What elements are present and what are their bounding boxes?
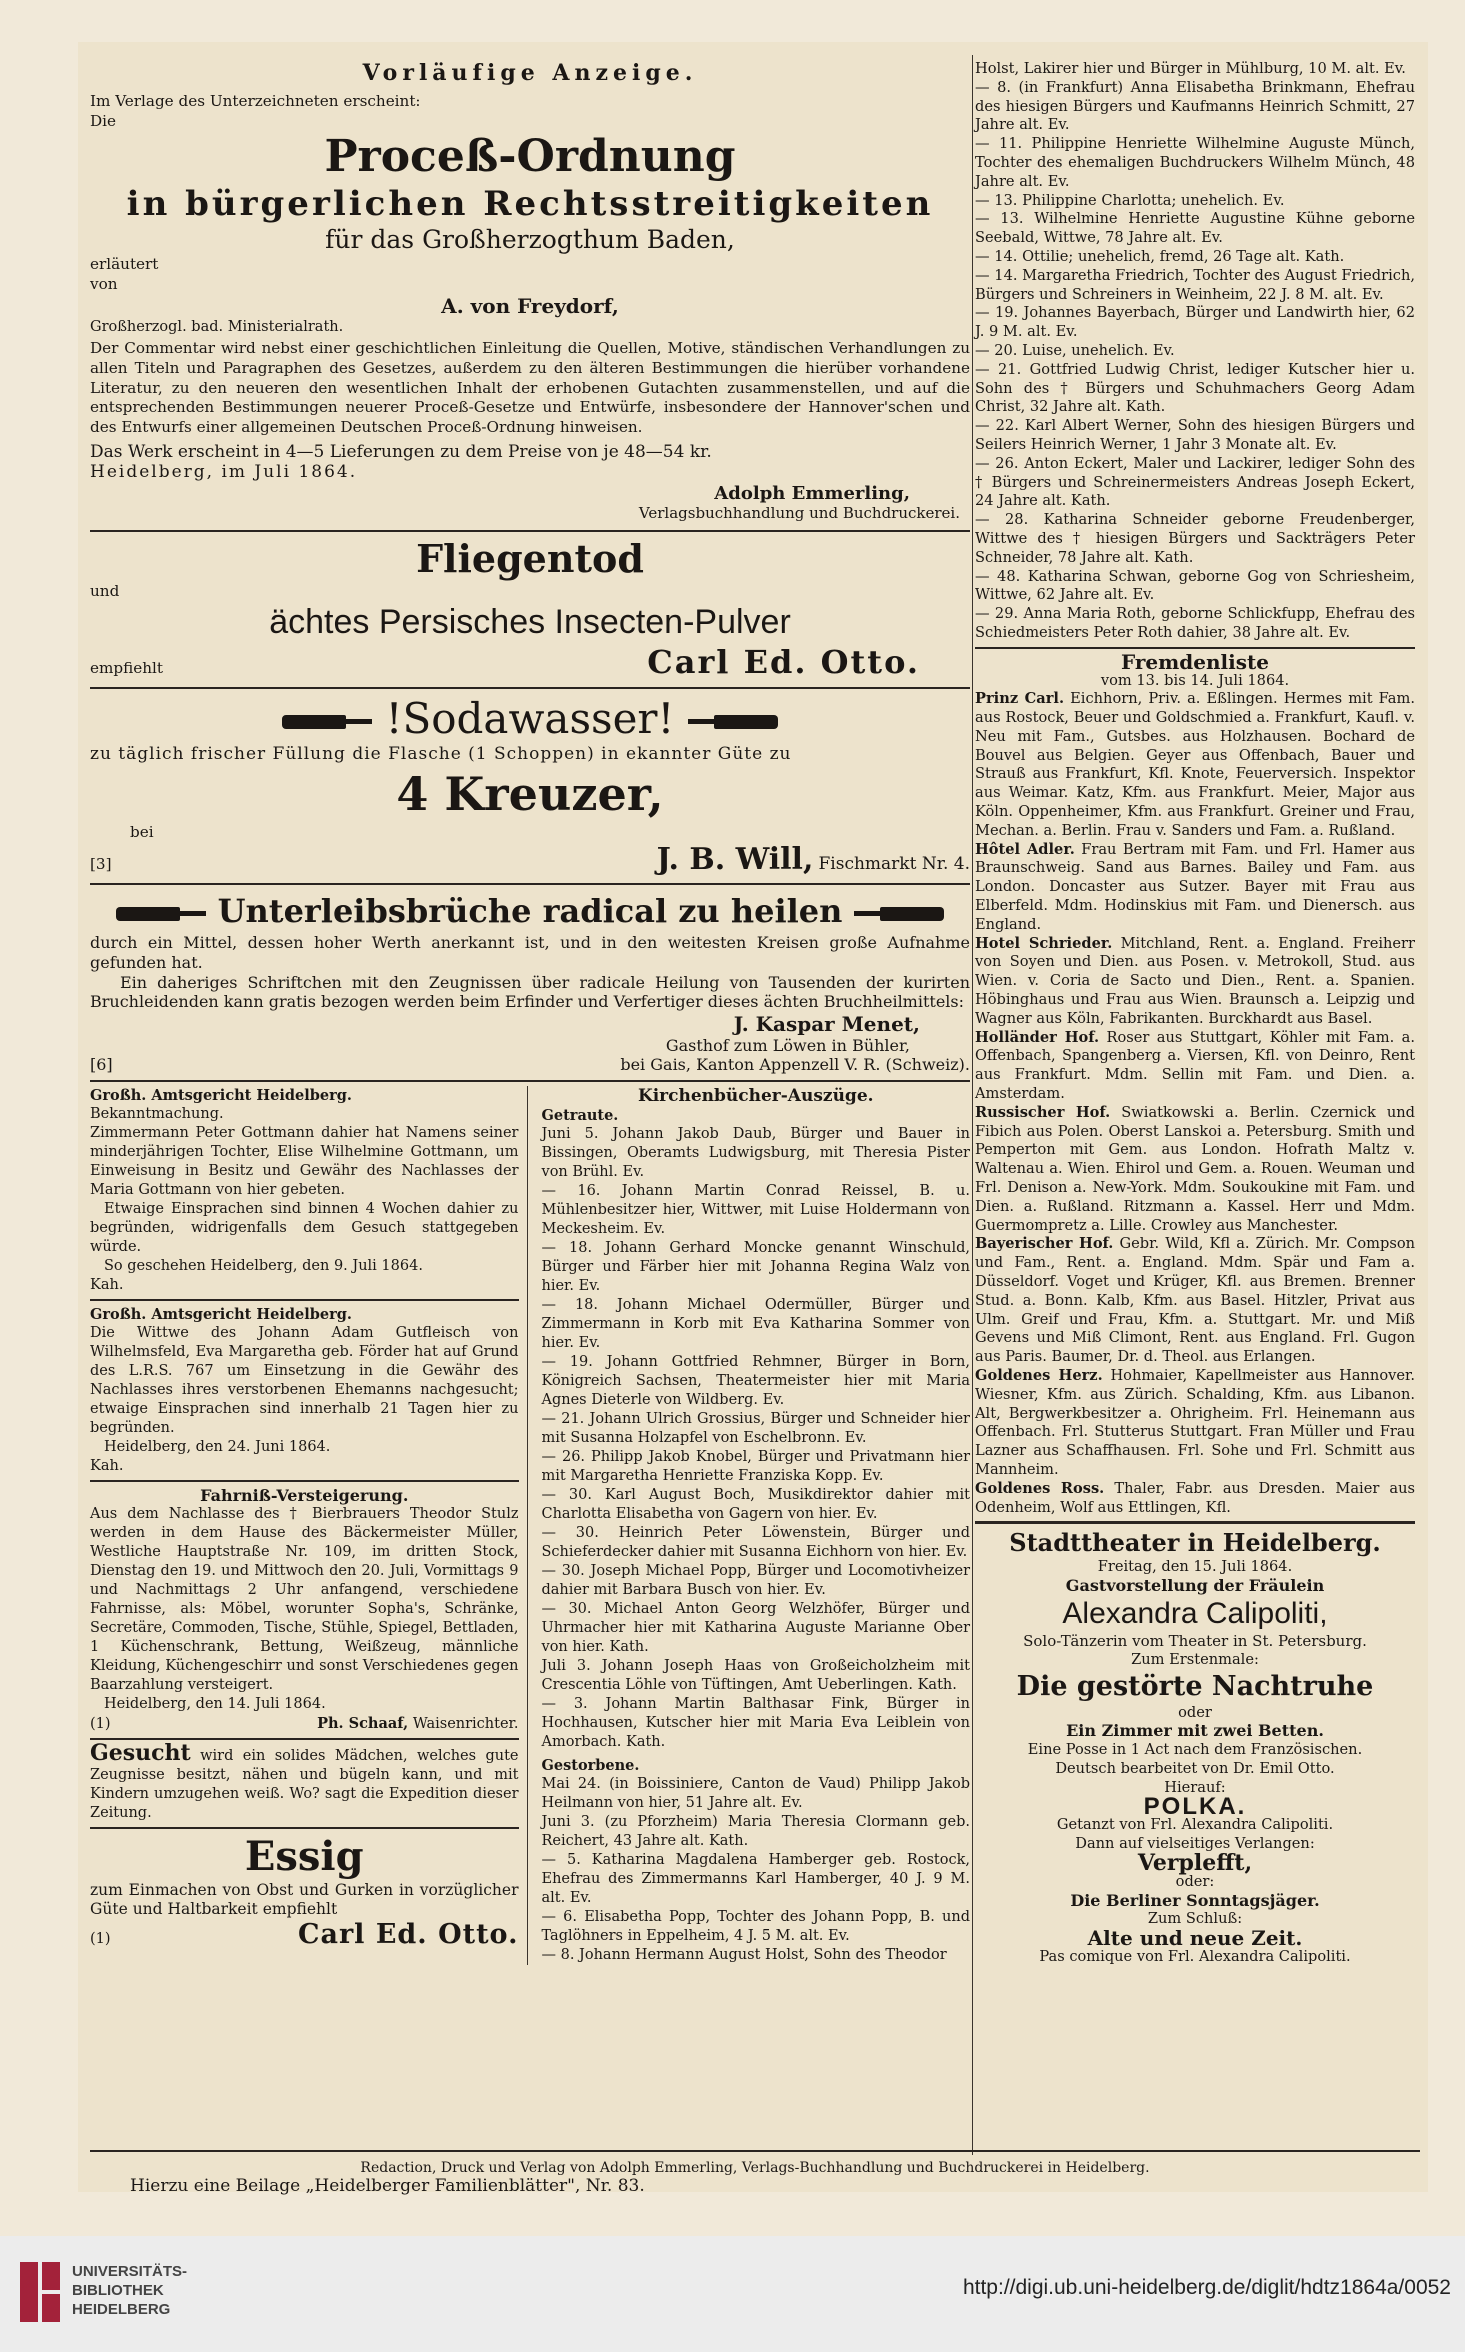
ad-sodawasser xyxy=(90,687,970,877)
ad-von: von xyxy=(90,274,118,293)
theater-bearb: Deutsch bearbeitet von Dr. Emil Otto. xyxy=(1055,1759,1335,1777)
fremde-dates: vom 13. bis 14. Juli 1864. xyxy=(1100,671,1290,689)
amts2-date: Heidelberg, den 24. Juni 1864. xyxy=(104,1438,331,1455)
amts2-sig: Kah. xyxy=(90,1457,124,1474)
pointing-hand-icon xyxy=(688,709,778,735)
ad-prozess-ordnung xyxy=(90,60,970,522)
hotel-entry xyxy=(975,935,1415,1029)
ad-die: Die xyxy=(90,111,117,130)
notice-fahrniss xyxy=(90,1480,519,1734)
death-4: — 13. Philippine Charlotta; unehelich. Ev. xyxy=(975,191,1285,209)
gestorbene-5: — 8. Johann Hermann August Holst, Sohn des Theodor xyxy=(541,1946,947,1963)
soda-num: [3] xyxy=(90,855,112,874)
library-line-2: BIBLIOTHEK xyxy=(72,2282,164,2299)
hotel-guests: Hohmaier, Kapellmeister aus Hannover. Wiesner, Kfm. aus Zürich. Schalding, Kfm. aus Libanon. Alt, Bergwerkbesitzer a. Ohrigheim. Frl. Heinemann aus Offenbach. Frl. Stutterus Stuttgart. Fran Müller und Frau Lazner aus Schaffhausen. Frl. Sohe und Frl. Schmitt aus Mannheim. xyxy=(975,1366,1415,1478)
column-divider xyxy=(972,55,973,2155)
notices-column xyxy=(90,1086,528,1965)
amts1-sig: Kah. xyxy=(90,1276,124,1293)
getraute-2: — 16. Johann Martin Conrad Reissel, B. u. Mühlenbesitzer hier, Wittwer, mit Luise Holdermann von Meckesheim. Ev. xyxy=(541,1182,970,1237)
hotel-entry xyxy=(975,1235,1415,1367)
theater-dann: Dann auf vielseitiges Verlangen: xyxy=(1075,1835,1315,1853)
ad-essig xyxy=(90,1827,519,1950)
getraute-6: — 21. Johann Ulrich Grossius, Bürger und Schneider hier mit Susanna Holzapfel von Eschelbronn. Ev. xyxy=(541,1410,970,1446)
hotel-name: Holländer Hof. xyxy=(975,1028,1100,1046)
hotel-entry xyxy=(975,690,1415,840)
soda-price: 4 Kreuzer, xyxy=(396,766,664,821)
imprint-line: Redaction, Druck und Verlag von Adolph Emmerling, Verlags-Buchhandlung und Buchdruckerei in Heidelberg. xyxy=(360,2160,1150,2176)
fliegentod-sub: ächtes Persisches Insecten-Pulver xyxy=(269,603,791,642)
amts1-body2: Etwaige Einsprachen sind binnen 4 Wochen dahier zu begründen, widrigenfalls dem Gesuch stattgegeben würde. xyxy=(90,1200,519,1255)
theater-role: Solo-Tänzerin vom Theater in St. Petersburg. xyxy=(1023,1631,1367,1650)
fahr-role: Waisenrichter. xyxy=(412,1715,519,1732)
essig-seller: Carl Ed. Otto. xyxy=(297,1918,519,1950)
theater-name: Alexandra Calipoliti, xyxy=(1062,1596,1328,1630)
ad-place: Heidelberg, im Juli 1864. xyxy=(90,461,358,482)
soda-body: zu täglich frischer Füllung die Flasche (1 Schoppen) in ekannter Güte zu xyxy=(90,744,792,765)
unterleib-l3: bei Gais, Kanton Appenzell V. R. (Schweiz). xyxy=(620,1054,970,1074)
amts1-sub: Bekanntmachung. xyxy=(90,1105,224,1122)
ad-body: Der Commentar wird nebst einer geschichtlichen Einleitung die Quellen, Motive, ständischen Verhandlungen zu allen Titeln und Paragraphen des Gesetzes, außerdem zu den älteren Bestimmungen die hierüber vorhandene Literatur, zu den neueren den wesentlichen Inhalt der erhobenen Gutachten zusammenstellen, und auf die entsprechenden Bestimmungen neuerer Proceß-Gesetze und Entwürfe, insbesondere der Hannover'schen und des Entwurfs einer allgemeinen Deutschen Proceß-Ordnung hinweisen. xyxy=(90,339,970,436)
gestorbene-1: Mai 24. (in Boissiniere, Canton de Vaud) Philipp Jakob Heilmann von hier, 51 Jahre alt. Ev. xyxy=(541,1775,970,1811)
ad-signer-role: Verlagsbuchhandlung und Buchdruckerei. xyxy=(638,503,960,522)
theater-oder: oder xyxy=(1178,1703,1212,1721)
theater-alte: Alte und neue Zeit. xyxy=(1087,1926,1303,1951)
unterleib-l2: Gasthof zum Löwen in Bühler, xyxy=(665,1035,910,1055)
hotel-name: Russischer Hof. xyxy=(975,1103,1111,1121)
getraute-9: — 30. Heinrich Peter Löwenstein, Bürger und Schieferdecker dahier mit Susanna Eichhorn von hier. Ev. xyxy=(541,1524,970,1560)
death-10: — 21. Gottfried Ludwig Christ, lediger Kutscher hier u. Sohn des † Bürgers und Schuhmachers Georg Adam Christ, 32 Jahre alt. Kath. xyxy=(975,360,1415,416)
unterleib-num: [6] xyxy=(90,1054,113,1074)
death-5: — 13. Wilhelmine Henriette Augustine Kühne geborne Seebald, Wittwe, 78 Jahre alt. Ev. xyxy=(975,210,1415,247)
theater-getanzt: Getanzt von Frl. Alexandra Calipoliti. xyxy=(1056,1816,1334,1834)
notice-gesucht xyxy=(90,1738,519,1823)
library-name xyxy=(72,2262,187,2319)
hotel-guests: Swiatkowski a. Berlin. Czernick und Fibich aus Polen. Oberst Lanskoi a. Petersburg. Smith und Pemperton mit Gem. aus London. Hofrath Maltz v. Waltenau a. Wien. Ehirol und Gem. a. Rouen. Weuman und Frl. Denison a. New-York. Mdm. Soukoukine mit Fam. und Dien. a. Rußland. Ritzmann a. Kassel. Herr und Mdm. Guermompretz a. Lille. Crowley aus Manchester. xyxy=(975,1103,1416,1234)
ad-heading: Vorläufige Anzeige. xyxy=(362,60,698,86)
pointing-hand-icon xyxy=(854,901,944,927)
death-11: — 22. Karl Albert Werner, Sohn des hiesigen Bürgers und Seilers Heinrich Werner, 1 Jahr 3 Monate alt. Ev. xyxy=(975,417,1415,453)
fliegentod-title: Fliegentod xyxy=(416,535,644,581)
amts2-body: Die Wittwe des Johann Adam Gutfleisch von Wilhelmsfeld, Eva Margaretha geb. Förder hat auf Grund des L.R.S. 767 um Einsetzung in die Gewähr des Nachlasses ihres verstorbenen Ehemanns nachgesucht; etwaige Einsprachen sind innerhalb 21 Tagen hier zu begründen. xyxy=(90,1324,519,1436)
soda-title: !Sodawasser! xyxy=(385,694,675,744)
hotel-guests: Roser aus Stuttgart, Köhler mit Fam. a. Offenbach, Spangenberg a. Viersen, Kfl. von Deinro, Rent aus Frankfurt. Mdm. Sellin mit Fam. und Dien. a. Amsterdam. xyxy=(975,1028,1415,1103)
hotel-name: Prinz Carl. xyxy=(975,690,1065,708)
getraute-10: — 30. Joseph Michael Popp, Bürger und Locomotivheizer dahier mit Barbara Busch von hier. Ev. xyxy=(541,1562,970,1598)
death-1: Holst, Lakirer hier und Bürger in Mühlburg, 10 M. alt. Ev. xyxy=(975,60,1406,77)
theater-hierauf: Hierauf: xyxy=(1164,1778,1226,1796)
hotel-guests: Gebr. Wild, Kfl a. Zürich. Mr. Compson und Fam., Rent. a. England. Mdm. Spär und Fam a. Düsseldorf. Voget und Krüger, Kfl. aus Bremen. Brenner Stud. a. Bonn. Kalb, Kfm. aus Basel. Hitzler, Privat aus Ulm. Greif und Frau, Kfm. a. Stuttgart. Mr. und Miß Gevens und Miß Climont, Rent. aus England. Frl. Gugon aus Paris. Baumer, Dr. d. Theol. aus Erlangen. xyxy=(975,1235,1416,1366)
unterleib-signer: J. Kaspar Menet, xyxy=(733,1011,920,1036)
ad-title: Proceß-Ordnung xyxy=(324,131,736,183)
theater-pas: Pas comique von Frl. Alexandra Calipoliti. xyxy=(1039,1947,1351,1965)
essig-num: (1) xyxy=(90,1930,111,1947)
fahr-head: Fahrniß-Versteigerung. xyxy=(200,1485,409,1505)
gestorbene-2: Juni 3. (zu Pforzheim) Maria Theresia Clormann geb. Reichert, 43 Jahre alt. Kath. xyxy=(541,1813,970,1849)
death-14: — 48. Katharina Schwan, geborne Gog von Schriesheim, Wittwe, 62 Jahre alt. Ev. xyxy=(975,567,1415,604)
theater-gast: Gastvorstellung der Fräulein xyxy=(1065,1576,1325,1596)
hotel-entry xyxy=(975,1367,1415,1480)
theater-schluss: Zum Schluß: xyxy=(1147,1910,1243,1928)
ad-sub1: in bürgerlichen Rechtsstreitigkeiten xyxy=(126,184,934,225)
footer-rule xyxy=(90,2150,1420,2152)
source-url-link[interactable]: http://digi.ub.uni-heidelberg.de/diglit/hdtz1864a/0052 xyxy=(962,2276,1451,2299)
soda-bei: bei xyxy=(130,822,154,841)
gestorbene-head: Gestorbene. xyxy=(541,1756,640,1774)
library-line-3: HEIDELBERG xyxy=(72,2301,171,2318)
theater-polka: POLKA. xyxy=(1143,1792,1247,1820)
getraute-11: — 30. Michael Anton Georg Welzhöfer, Bürger und Uhrmacher hier mit Katharina Auguste Marianne Ober von hier. Kath. xyxy=(541,1600,970,1655)
right-column xyxy=(975,60,1415,1967)
library-line-1: UNIVERSITÄTS- xyxy=(72,2263,188,2280)
fliegentod-empf: empfiehlt xyxy=(90,659,163,678)
hotel-entry xyxy=(975,1480,1415,1518)
fahr-num: (1) xyxy=(90,1715,111,1732)
death-12: — 26. Anton Eckert, Maler und Lackirer, lediger Sohn des † Bürgers und Schreinermeisters Andreas Joseph Eckert, 24 Jahre alt. Kath. xyxy=(975,454,1415,510)
essig-title: Essig xyxy=(244,1832,364,1880)
amts2-head: Großh. Amtsgericht Heidelberg. xyxy=(90,1305,352,1323)
theater-erst: Zum Erstenmale: xyxy=(1131,1650,1259,1668)
getraute-5: — 19. Johann Gottfried Rehmner, Bürger in Born, Königreich Sachsen, Theatermeister hier mit Maria Agnes Dieterle von Wildberg. Ev. xyxy=(541,1353,970,1408)
theater-desc: Eine Posse in 1 Act nach dem Französischen. xyxy=(1027,1741,1363,1759)
soda-seller: J. B. Will, xyxy=(656,842,814,878)
getraute-1: Juni 5. Johann Jakob Daub, Bürger und Bauer in Bissingen, Oberamts Ludwigsburg, mit Theresia Pister von Brühl. Ev. xyxy=(541,1125,970,1180)
essig-body: zum Einmachen von Obst und Gurken in vorzüglicher Güte und Haltbarkeit empfiehlt xyxy=(90,1880,519,1918)
ad-unterleib xyxy=(90,883,970,1073)
death-15: — 29. Anna Maria Roth, geborne Schlickfupp, Ehefrau des Schiedmeisters Peter Roth dahier, 38 Jahre alt. Ev. xyxy=(975,605,1415,641)
ad-erl: erläutert xyxy=(90,255,159,274)
death-13: — 28. Katharina Schneider geborne Freudenberger, Wittwe des † hiesigen Bürgers und Sackträgers Peter Schneider, 78 Jahre alt. Kath. xyxy=(975,511,1415,566)
theater-ad xyxy=(975,1521,1415,1966)
getraute-13: — 3. Johann Martin Balthasar Fink, Bürger in Hochhausen, Kutscher hier mit Maria Eva Leiblein von Amorbach. Kath. xyxy=(541,1695,970,1750)
fahr-date: Heidelberg, den 14. Juli 1864. xyxy=(104,1695,326,1712)
hotel-guests: Frau Bertram mit Fam. und Frl. Hamer aus Braunschweig. Sand aus Barnes. Bailey und Fam. aus London. Doncaster aus Sutzer. Bayer mit Frau aus Elberfeld. Mdm. Hodinskius mit Fam. und Dienersch. aus England. xyxy=(975,840,1416,933)
pointing-hand-icon xyxy=(282,709,372,735)
gestorbene-4: — 6. Elisabetha Popp, Tochter des Johann Popp, B. und Taglöhners in Eppelheim, 4 J. 5 M. alt. Ev. xyxy=(541,1908,970,1944)
university-logo-icon xyxy=(18,2260,62,2324)
death-2: — 8. (in Frankfurt) Anna Elisabetha Brinkmann, Ehefrau des hiesigen Bürgers und Kaufmanns Heinrich Schmitt, 27 Jahre alt. Ev. xyxy=(975,78,1415,134)
death-list-continued xyxy=(975,60,1415,643)
fahr-body: Aus dem Nachlasse des † Bierbrauers Theodor Stulz werden in dem Hause des Bäckermeister Müller, Westliche Hauptstraße Nr. 109, im dritten Stock, Dienstag den 19. und Mittwoch den 20. Juli, Vormittags 9 und Nachmittags 2 Uhr anfangend, verschiedene Fahrnisse, als: Möbel, worunter Sopha's, Schränke, Secretäre, Commoden, Tische, Stühle, Spiegel, Bettladen, 1 Küchenschrank, Bettung, Weißzeug, männliche Kleidung, Küchengeschirr und sonst Verschiedenes gegen Baarzahlung versteigert. xyxy=(90,1505,519,1693)
death-6: — 14. Ottilie; unehelich, fremd, 26 Tage alt. Kath. xyxy=(975,247,1345,265)
ad-price: Das Werk erscheint in 4—5 Lieferungen zu dem Preise von je 48—54 kr. xyxy=(90,442,712,463)
notice-amtsgericht-2 xyxy=(90,1299,519,1476)
theater-play2: Ein Zimmer mit zwei Betten. xyxy=(1066,1721,1324,1741)
hotel-name: Hôtel Adler. xyxy=(975,840,1075,858)
theater-play: Die gestörte Nachtruhe xyxy=(1016,1670,1374,1702)
notice-amtsgericht-1 xyxy=(90,1086,519,1295)
theater-date: Freitag, den 15. Juli 1864. xyxy=(1097,1558,1293,1576)
fliegentod-seller: Carl Ed. Otto. xyxy=(647,643,920,682)
amts1-head: Großh. Amtsgericht Heidelberg. xyxy=(90,1086,352,1104)
hotel-entry xyxy=(975,1029,1415,1104)
theater-verpl: Verplefft, xyxy=(1137,1849,1253,1876)
getraute-12: Juli 3. Johann Joseph Haas von Großeicholzheim mit Crescentia Löhle von Tüftingen, Amt Ueberlingen. Kath. xyxy=(541,1657,970,1693)
ad-author: A. von Freydorf, xyxy=(441,294,619,319)
imprint xyxy=(90,2160,1420,2196)
hotel-guests: Thaler, Fabr. aus Dresden. Maier aus Odenheim, Wolf aus Ettlingen, Kfl. xyxy=(975,1479,1416,1516)
kirchen-head: Kirchenbücher-Auszüge. xyxy=(637,1085,874,1106)
unterleib-title: Unterleibsbrüche radical zu heilen xyxy=(217,892,843,931)
ad-signer: Adolph Emmerling, xyxy=(714,482,910,504)
hotel-entry xyxy=(975,1104,1415,1236)
getraute-7: — 26. Philipp Jakob Knobel, Bürger und Privatmann hier mit Margaretha Henriette Franziska Kopp. Ev. xyxy=(541,1448,970,1484)
hotel-guests: Mitchland, Rent. a. England. Freiherr von Soyen und Dien. aus Posen. v. Metrokoll, Stud. aus Wien. v. Coria de Sacto und Dien., Rent. a. Spanien. Höbinghaus und Frau aus Wien. Braunsch a. Leipzig und Wagner aus Köln, Fabrikanten. Burckhardt aus Basel. xyxy=(975,934,1415,1027)
getraute-head: Getraute. xyxy=(541,1106,619,1124)
hotel-entry xyxy=(975,841,1415,935)
amts1-date: So geschehen Heidelberg, den 9. Juli 1864. xyxy=(104,1257,423,1274)
getraute-3: — 18. Johann Gerhard Moncke genannt Winschuld, Bürger und Färber hier mit Johanna Regina Walz von hier. Ev. xyxy=(541,1239,970,1294)
hotel-guests: Eichhorn, Priv. a. Eßlingen. Hermes mit Fam. aus Rostock, Beuer und Goldschmied a. Frankfurt, Kaufl. v. Neu mit Fam., Gutsbes. aus Holzhausen. Bochard de Bouvel aus Belgien. Geyer aus Offenbach, Bauer und Strauß aus Frankfurt, Kfl. Knote, Feuerversich. Inspektor aus Weimar. Katz, Kfm. aus Frankfurt. Meier, Major aus Köln. Oppenheimer, Kfm. aus Frankfurt. Greiner und Frau, Mechan. a. Berlin. Frau v. Sanders und Fam. a. Rußland. xyxy=(975,690,1415,839)
hotel-name: Goldenes Ross. xyxy=(975,1479,1105,1497)
pointing-hand-icon xyxy=(116,901,206,927)
hotel-name: Goldenes Herz. xyxy=(975,1366,1103,1384)
theater-oder2: oder: xyxy=(1175,1872,1215,1890)
fliegentod-und: und xyxy=(90,581,120,600)
unterleib-body1: durch ein Mittel, dessen hoher Werth anerkannt ist, und in den weitesten Kreisen große Aufnahme gefunden hat. xyxy=(90,933,970,972)
gestorbene-3: — 5. Katharina Magdalena Hamberger geb. Rostock, Ehefrau des Zimmermanns Karl Hamberger, 40 J. 9 M. alt. Ev. xyxy=(541,1851,970,1906)
lower-left-section xyxy=(90,1080,970,1965)
gesucht-body: wird ein solides Mädchen, welches gute Zeugnisse besitzt, nähen und bügeln kann, und mit Kindern umzugehen weiß. Wo? sagt die Expedition dieser Zeitung. xyxy=(90,1747,519,1821)
ad-sub2: für das Großherzogthum Baden, xyxy=(325,225,735,255)
theater-head: Stadttheater in Heidelberg. xyxy=(1009,1528,1381,1558)
death-8: — 19. Johannes Bayerbach, Bürger und Landwirth hier, 62 J. 9 M. alt. Ev. xyxy=(975,304,1415,341)
amts1-body: Zimmermann Peter Gottmann dahier hat Namens seiner minderjährigen Tochter, Elise Wilhelmine Gottmann, um Einweisung in Besitz und Gewähr des Nachlasses der Maria Gottmann von hier gebeten. xyxy=(90,1124,519,1198)
death-3: — 11. Philippine Henriette Wilhelmine Auguste Münch, Tochter des ehemaligen Buchdruckers Wilhelm Münch, 48 Jahre alt. Ev. xyxy=(975,135,1415,190)
unterleib-body2: Ein daheriges Schriftchen mit den Zeugnissen über radicale Heilung von Tausenden der kurirten Bruchleidenden kann gratis bezogen werden beim Erfinder und Verfertiger dieses ächten Bruchheilmittels: xyxy=(90,972,970,1012)
fremdenliste xyxy=(975,647,1415,1518)
death-9: — 20. Luise, unehelich. Ev. xyxy=(975,341,1175,359)
fahr-sig: Ph. Schaaf, xyxy=(317,1714,409,1732)
theater-berl: Die Berliner Sonntagsjäger. xyxy=(1070,1890,1320,1910)
left-column xyxy=(90,60,970,1965)
getraute-8: — 30. Karl August Boch, Musikdirektor dahier mit Charlotta Elisabetha von Gagern von hier. Ev. xyxy=(541,1486,970,1522)
hotel-name: Hotel Schrieder. xyxy=(975,934,1113,952)
gesucht-word: Gesucht xyxy=(90,1739,191,1766)
ad-author-role: Großherzogl. bad. Ministerialrath. xyxy=(90,319,344,336)
fremde-head: Fremdenliste xyxy=(1121,649,1269,674)
soda-addr: Fischmarkt Nr. 4. xyxy=(818,854,970,875)
ad-intro: Im Verlage des Unterzeichneten erscheint: xyxy=(90,92,421,110)
death-7: — 14. Margaretha Friedrich, Tochter des August Friedrich, Bürgers und Schreiners in Weinheim, 22 J. 8 M. alt. Ev. xyxy=(975,266,1415,303)
hotel-name: Bayerischer Hof. xyxy=(975,1235,1114,1253)
supplement-line: Hierzu eine Beilage „Heidelberger Familienblätter", Nr. 83. xyxy=(130,2176,645,2196)
getraute-4: — 18. Johann Michael Odermüller, Bürger und Zimmermann in Korb mit Eva Katharina Sommer von hier. Ev. xyxy=(541,1296,970,1351)
ad-fliegentod xyxy=(90,530,970,682)
kirchen-column xyxy=(542,1086,971,1965)
